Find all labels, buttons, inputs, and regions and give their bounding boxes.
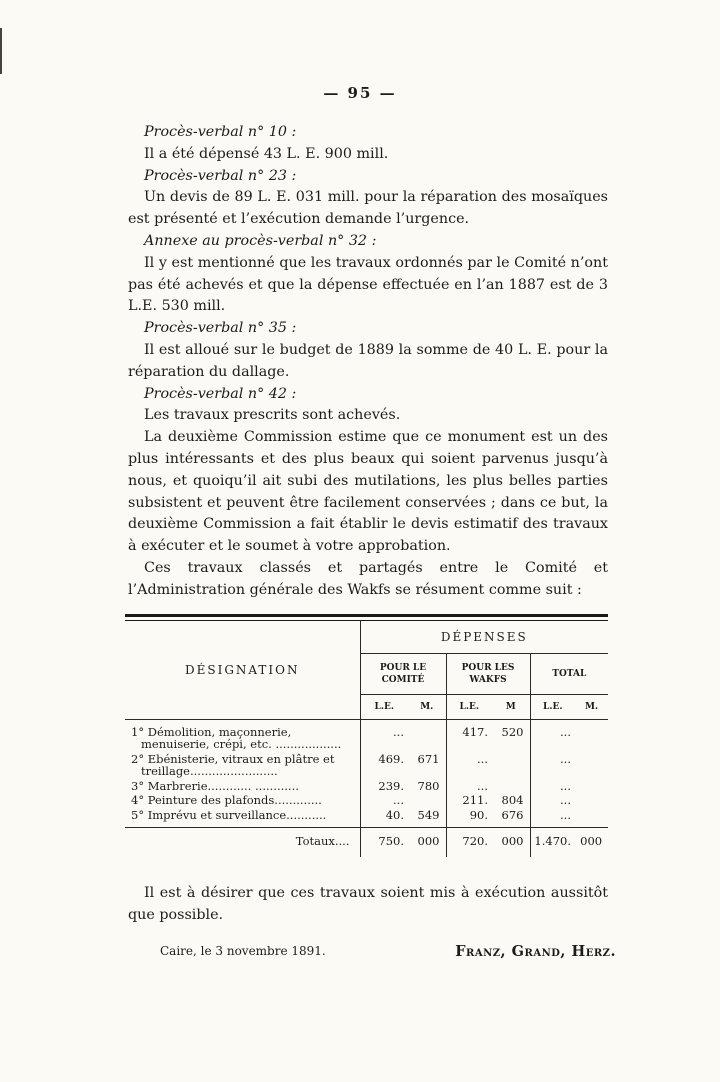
travaux-intro-paragraph: Ces travaux classés et partagés entre le Comité et l’Administration générale des Wakfs se résument comme suit : <box>128 559 608 598</box>
comite-le-value: 239. <box>378 778 404 793</box>
table-row <box>125 752 608 779</box>
comite-m-value: 549 <box>408 808 446 828</box>
row-label: 5° Imprévu et surveillance........... <box>125 808 360 828</box>
annexe-32-body: Il y est mentionné que les travaux ordonnés par le Comité n’ont pas été achevés et que la dépense effectuée en l’an 1887 est de 3 L.E. 530 mill. <box>128 254 608 315</box>
wakfs-m-value: 804 <box>492 793 530 808</box>
wakfs-column-header: POUR LES WAKFS <box>446 653 530 694</box>
total-le-value: ... <box>560 807 571 822</box>
wakfs-le-value: ... <box>477 751 488 766</box>
comite-le-value: ... <box>393 724 404 739</box>
total-m-value <box>575 793 608 808</box>
comite-m-value: 671 <box>408 752 446 779</box>
depenses-header: DÉPENSES <box>360 621 608 654</box>
totals-total-m: 000 <box>575 828 608 858</box>
total-m-value <box>575 779 608 794</box>
total-le-value: ... <box>560 793 571 808</box>
comite-m-unit-header: M. <box>408 694 446 719</box>
total-m-value <box>575 752 608 779</box>
wakfs-le-value: 417. <box>462 724 488 739</box>
annexe-32-heading: Annexe au procès-verbal n° 32 : <box>144 232 377 249</box>
proces-verbal-23-body: Un devis de 89 L. E. 031 mill. pour la réparation des mosaïques est présenté et l’exécution demande l’urgence. <box>128 189 608 228</box>
total-le-value: ... <box>560 778 571 793</box>
total-m-value <box>575 808 608 828</box>
comite-m-value: 780 <box>408 779 446 794</box>
signature: Franz, Grand, Herz. <box>455 942 616 960</box>
page-number: — 95 — <box>323 84 397 102</box>
total-le-value: ... <box>560 724 571 739</box>
totals-row <box>125 828 608 858</box>
signature-row <box>160 943 616 960</box>
comite-le-value: 40. <box>385 807 404 822</box>
total-le-value: ... <box>560 751 571 766</box>
total-m-unit-header: M. <box>575 694 608 719</box>
comite-le-value: ... <box>393 793 404 808</box>
wakfs-m-unit-header: M <box>492 694 530 719</box>
row-label: 4° Peinture des plafonds............. <box>125 793 360 808</box>
comite-column-header: POUR LE COMITÉ <box>360 653 446 694</box>
wakfs-le-value: ... <box>477 778 488 793</box>
wakfs-m-value <box>492 752 530 779</box>
proces-verbal-23-heading: Procès-verbal n° 23 : <box>144 167 297 184</box>
totals-comite-m: 000 <box>408 828 446 858</box>
totals-total-le: 1.470. <box>530 828 575 858</box>
comite-le-value: 469. <box>378 751 404 766</box>
totals-wakfs-m: 000 <box>492 828 530 858</box>
wakfs-le-value: 90. <box>469 807 488 822</box>
total-m-value <box>575 719 608 752</box>
wakfs-le-unit-header: L.E. <box>446 694 492 719</box>
proces-verbal-42-heading: Procès-verbal n° 42 : <box>144 385 297 402</box>
expense-table <box>125 621 608 858</box>
wakfs-le-value: 211. <box>462 793 488 808</box>
comite-m-value <box>408 793 446 808</box>
document-body <box>128 122 608 602</box>
expense-table-section <box>125 614 608 858</box>
totals-comite-le: 750. <box>360 828 408 858</box>
total-le-unit-header: L.E. <box>530 694 575 719</box>
table-row <box>125 793 608 808</box>
closing-section <box>128 883 608 927</box>
dateline: Caire, le 3 novembre 1891. <box>160 943 326 958</box>
designation-column-header: DÉSIGNATION <box>125 621 360 720</box>
row-label: 1° Démolition, maçonnerie, menuiserie, crépi, etc. .................. <box>125 719 360 752</box>
total-column-header: TOTAL <box>530 653 608 694</box>
closing-paragraph: Il est à désirer que ces travaux soient mis à exécution aussitôt que possible. <box>128 885 608 923</box>
proces-verbal-42-body: Les travaux prescrits sont achevés. <box>144 407 401 424</box>
scan-edge-artifact <box>0 28 2 74</box>
table-row <box>125 808 608 828</box>
wakfs-m-value: 520 <box>492 719 530 752</box>
table-row <box>125 719 608 752</box>
row-label: 2° Ebénisterie, vitraux en plâtre et treillage........................ <box>125 752 360 779</box>
proces-verbal-10-heading: Procès-verbal n° 10 : <box>144 124 297 140</box>
proces-verbal-35-heading: Procès-verbal n° 35 : <box>144 320 297 337</box>
wakfs-m-value: 676 <box>492 808 530 828</box>
comite-le-unit-header: L.E. <box>360 694 408 719</box>
wakfs-m-value <box>492 779 530 794</box>
proces-verbal-35-body: Il est alloué sur le budget de 1889 la somme de 40 L. E. pour la réparation du dallage. <box>128 341 608 380</box>
table-row <box>125 779 608 794</box>
table-top-rule <box>125 614 608 621</box>
row-label: 3° Marbrerie............ ............ <box>125 779 360 794</box>
proces-verbal-10-body: Il a été dépensé 43 L. E. 900 mill. <box>144 145 389 162</box>
commission-paragraph: La deuxième Commission estime que ce monument est un des plus intéressants et des plus beaux qui soient parvenus jusqu’à nous, et quoiqu’il ait subi des mutilations, les plus belles parties subsistent et peuvent être facilement conservées ; dans ce but, la deuxième Commission a fait établir le devis estimatif des travaux à exécuter et le soumet à votre approbation. <box>128 429 608 555</box>
comite-m-value <box>408 719 446 752</box>
totals-wakfs-le: 720. <box>446 828 492 858</box>
totals-label: Totaux.... <box>125 828 360 858</box>
